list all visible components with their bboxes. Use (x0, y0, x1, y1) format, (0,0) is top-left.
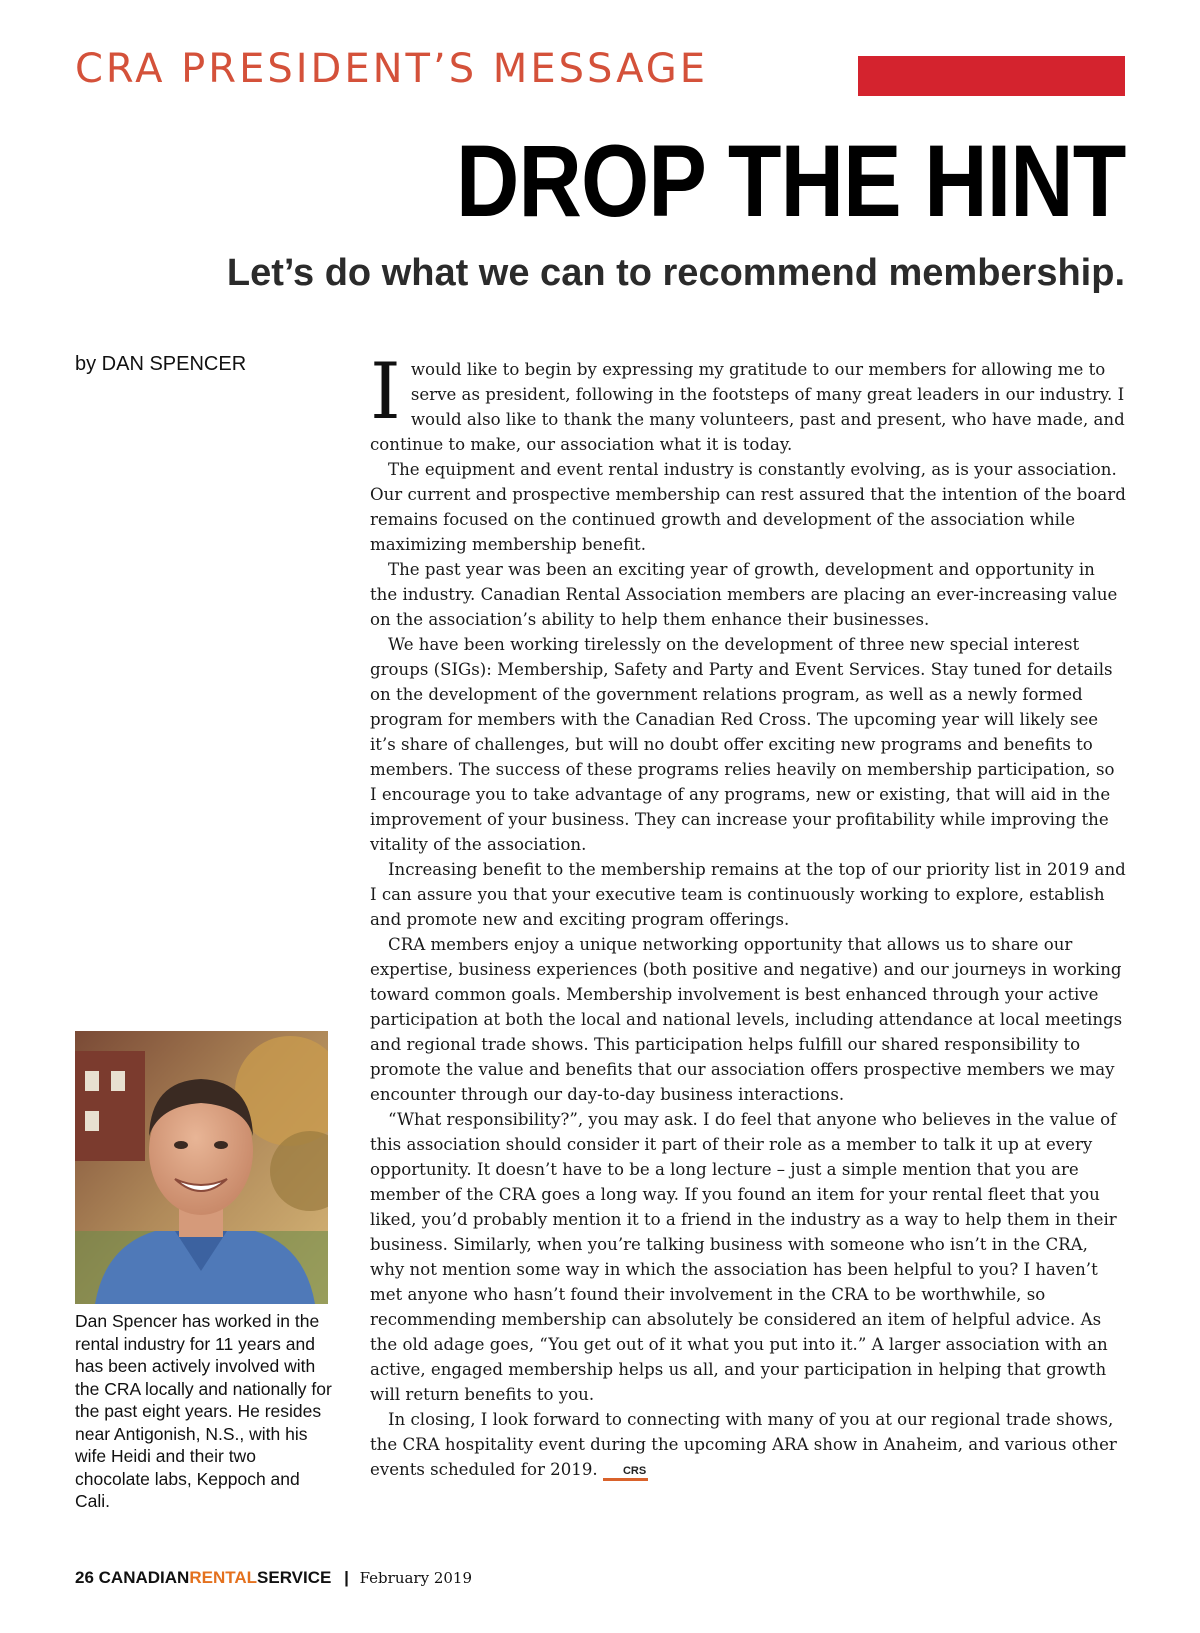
paragraph: CRA members enjoy a unique networking opportunity that allows us to share our expertise, business experiences (both positive and negative) and our journeys in working toward common goals. Membership involvement is best enhanced through your active participation at both the local and national levels, including attendance at local meetings and regional trade shows. This participation helps fulfill our shared responsibility to promote the value and benefits that our association offers prospective members we may encounter through our day-to-day business interactions. (370, 935, 1123, 1104)
end-mark-logo: CRS (603, 1465, 648, 1481)
paragraph (370, 347, 1126, 457)
paragraph-text: would like to begin by expressing my gratitude to our members for allowing me to serve as president, following in the footsteps of many great leaders in our industry. I would also like to thank the many volunteers, past and present, who have made, and continue to make, our association what it is today. (370, 360, 1125, 454)
publication-name-part3: SERVICE (257, 1568, 332, 1587)
publication-name-part2: RENTAL (189, 1568, 258, 1587)
author-photo (75, 1031, 328, 1304)
paragraph: We have been working tirelessly on the development of three new special interest groups (SIGs): Membership, Safety and Party and Event Services. Stay tuned for details on the development of the government relations program, as well as a newly formed program for members with the Canadian Red Cross. The upcoming year will likely see it’s share of challenges, but will no doubt offer exciting new programs and benefits to members. The success of these programs relies heavily on membership participation, so I encourage you to take advantage of any programs, new or existing, that will aid in the improvement of your business. They can increase your profitability while improving the vitality of the association. (370, 635, 1115, 854)
paragraph: Increasing benefit to the membership remains at the top of our priority list in 2019 and I can assure you that your executive team is continuously working to explore, establish and promote new and exciting program offerings. (370, 860, 1126, 929)
photo-caption: Dan Spencer has worked in the rental industry for 11 years and has been actively involved with the CRA locally and nationally for the past eight years. He resides near Antigonish, N.S., with his wife Heidi and their two chocolate labs, Keppoch and Cali. (75, 1311, 332, 1511)
subhead: Let’s do what we can to recommend membership. (226, 252, 1125, 294)
drop-cap: I (370, 347, 401, 437)
paragraph-text: In closing, I look forward to connecting with many of you at our regional trade shows, the CRA hospitality event during the upcoming ARA show in Anaheim, and various other events scheduled for 2019. (370, 1410, 1117, 1479)
paragraph (370, 1407, 1126, 1482)
section-label: CRA PRESIDENT’S MESSAGE (75, 46, 709, 92)
article-body (370, 347, 1126, 1482)
publication-name-part1: CANADIAN (98, 1568, 190, 1587)
accent-bar (858, 56, 1125, 96)
page-footer (75, 1568, 472, 1588)
paragraph: The equipment and event rental industry is constantly evolving, as is your association. Our current and prospective membership can rest assured that the intention of the board remains focused on the continued growth and development of the association while maximizing membership benefit. (370, 460, 1126, 554)
footer-separator: | (344, 1568, 349, 1587)
page-number: 26 (75, 1568, 94, 1587)
paragraph: “What responsibility?”, you may ask. I do feel that anyone who believes in the value of this association should consider it part of their role as a member to talk it up at every opportunity. It doesn’t have to be a long lecture – just a simple mention that you are member of the CRA goes a long way. If you found an item for your rental fleet that you liked, you’d probably mention it to a friend in the industry as a way to help them in their business. Similarly, when you’re talking business with someone who isn’t in the CRA, why not mention some way in which the association has been helpful to you? I haven’t met anyone who hasn’t found their involvement in the CRA to be worthwhile, so recommending membership can absolutely be considered an item of helpful advice. As the old adage goes, “You get out of it what you put into it.” A larger association with an active, engaged membership helps us all, and your participation in helping that growth will return benefits to you. (370, 1110, 1117, 1404)
paragraph: The past year was been an exciting year of growth, development and opportunity in the industry. Canadian Rental Association members are placing an ever-increasing value on the association’s ability to help them enhance their businesses. (370, 560, 1118, 629)
byline: by DAN SPENCER (75, 353, 247, 375)
headline: DROP THE HINT (455, 124, 1125, 238)
issue-date: February 2019 (359, 1569, 473, 1587)
